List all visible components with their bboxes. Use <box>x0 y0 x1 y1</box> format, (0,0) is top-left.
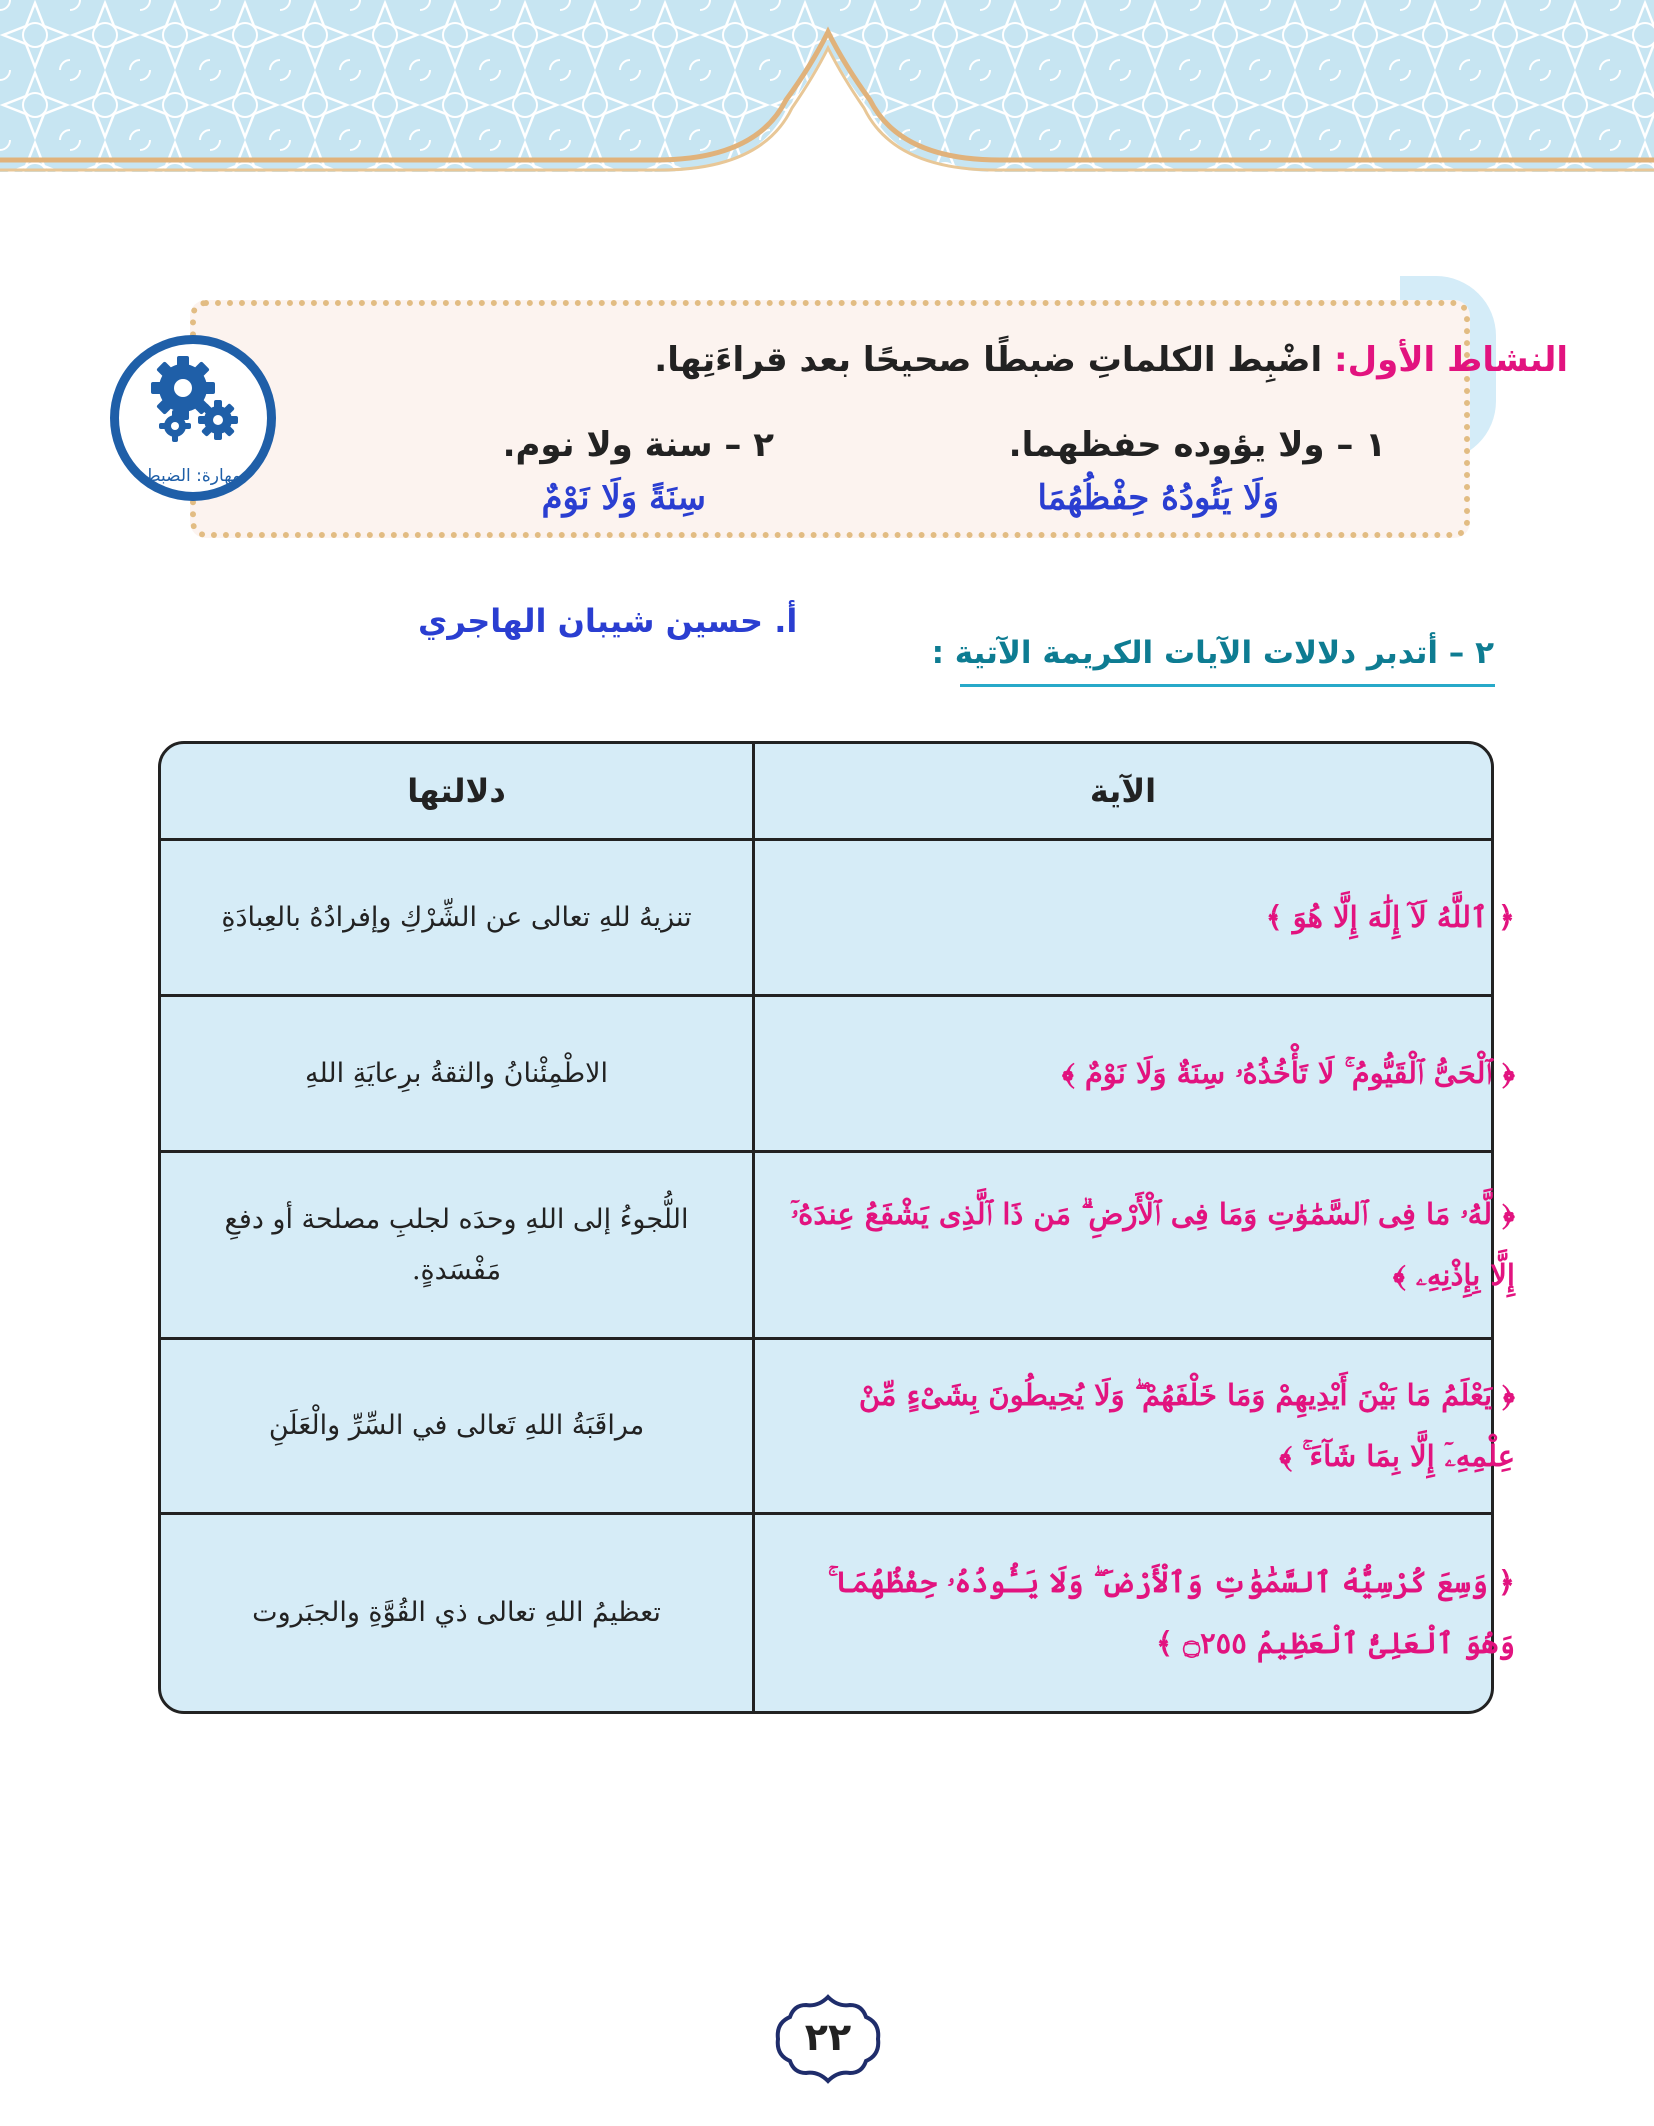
activity-answer-2: سِنَةً وَلَا نَوْمٌ <box>541 478 706 518</box>
activity-instruction: اضْبِط الكلماتِ ضبطًا صحيحًا بعد قراءَتِها. <box>654 340 1323 380</box>
activity-item-2: ٢ – سنة ولا نوم. <box>502 425 774 465</box>
table-row-1-verse: ﴿ ٱللَّهُ لَآ إِلَٰهَ إِلَّا هُوَ ﴾ <box>1265 900 1515 935</box>
table-row-2-verse: ﴿ ٱلْحَىُّ ٱلْقَيُّومُ ۚ لَا تَأْخُذُهُۥ سِنَةٌ وَلَا نَوْمٌ ﴾ <box>1061 1056 1515 1091</box>
page-number-badge <box>766 1993 890 2085</box>
activity-label: النشاط الأول: <box>1333 340 1568 380</box>
author-name: أ. حسين شيبان الهاجري <box>418 602 798 640</box>
activity-answer-1: وَلَا يَئُودُهُ حِفْظُهُمَا <box>1037 478 1279 518</box>
table-row-1-meaning: تنزيهُ للهِ تعالى عن الشِّرْكِ وإفرادُهُ بالعِبادَةِ <box>221 901 692 933</box>
section-title-underline <box>960 684 1495 687</box>
gears-icon <box>119 344 267 464</box>
header-meaning: دلالتها <box>407 772 506 810</box>
verses-table <box>158 741 1515 1714</box>
header-verse: الآية <box>1089 772 1157 810</box>
activity-item-1: ١ – ولا يؤوده حفظهما. <box>1008 425 1386 465</box>
table-row-3-meaning: اللُّجوءُ إلى اللهِ وحدَه لجلبِ مصلحة أو دفعِ مَفْسَدةٍ. <box>224 1203 689 1286</box>
table-row-5-verse: ﴿ وَسِعَ كُرْسِيُّهُ ٱلسَّمَٰوَٰتِ وَٱلْأَرْضَ ۖ وَلَا يَـُٔودُهُۥ حِفْظُهُمَا ۚ وَهُوَ ٱلْعَلِىُّ ٱلْعَظِيمُ ۝٢٥٥ ﴾ <box>827 1565 1515 1660</box>
table-row-3-verse: ﴿ لَّهُۥ مَا فِى ٱلسَّمَٰوَٰتِ وَمَا فِى ٱلْأَرْضِ ۗ مَن ذَا ٱلَّذِى يَشْفَعُ عِندَهُۥٓ إِلَّا بِإِذْنِهِۦ ﴾ <box>790 1197 1515 1292</box>
activity-heading <box>654 340 1568 380</box>
section-title: ٢ – أتدبر دلالات الآيات الكريمة الآتية : <box>931 635 1494 671</box>
skill-label: مهارة: الضبط <box>144 466 242 486</box>
skill-badge <box>110 335 276 501</box>
table-row-5-meaning: تعظيمُ اللهِ تعالى ذي القُوَّةِ والجبَروت <box>252 1597 661 1629</box>
header-ornament <box>0 0 1654 180</box>
table-row-4-verse: ﴿ يَعْلَمُ مَا بَيْنَ أَيْدِيهِمْ وَمَا خَلْفَهُمْ ۖ وَلَا يُحِيطُونَ بِشَىْءٍ مِّنْ عِلْمِهِۦٓ إِلَّا بِمَا شَآءَ ۚ ﴾ <box>858 1378 1515 1473</box>
page-number: ٢٢ <box>804 2015 852 2059</box>
table-row-2-meaning: الاطْمِئْنانُ والثقةُ برِعايَةِ اللهِ <box>304 1057 609 1089</box>
table-row-4-meaning: مراقَبَةُ اللهِ تَعالى في السِّرِّ والْعَلَنِ <box>268 1410 645 1442</box>
